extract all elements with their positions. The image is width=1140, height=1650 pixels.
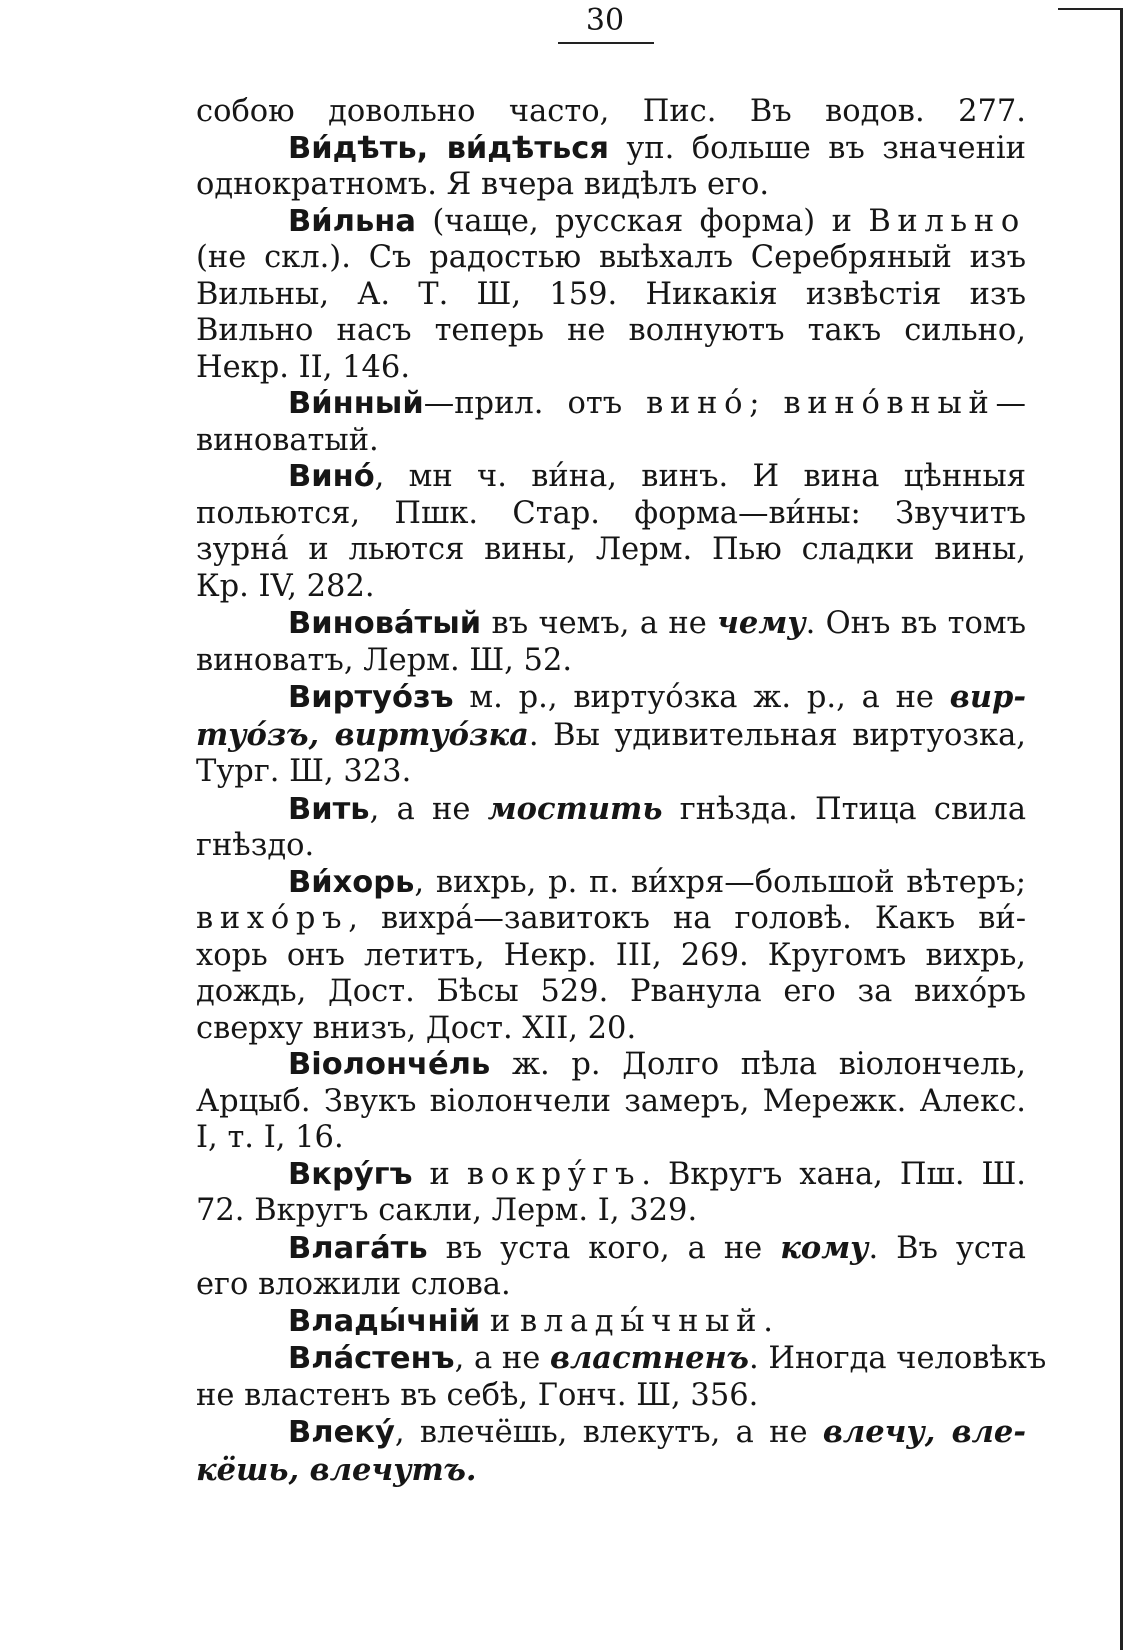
text-run: м. р., виртуо́зка ж. р., а не [453,680,950,715]
text-line [196,350,1026,387]
text-run: хорь онъ летитъ, Некр. III, 269. Кругомъ вихрь, [196,937,1026,973]
text-line [196,1340,1047,1378]
text-line [196,1304,1026,1341]
text-run: , вихра́—завитокъ на головѣ. Какъ ви́- [348,901,1026,936]
spaced-term: вихо́ръ [196,901,349,936]
spaced-term: вино́ [646,386,750,421]
text-line [196,386,1026,423]
text-line [196,828,1026,865]
text-run: I, т. I, 16. [196,1120,344,1155]
text-line [196,1193,1026,1230]
text-run: Тург. Ш, 323. [196,754,412,789]
headword: Вино́ [288,459,375,494]
text-line [196,131,1026,168]
headword: Ви́дѣть, ви́дѣться [288,130,609,166]
italic-term: влечу, вле- [822,1414,1026,1450]
text-line [196,1120,1026,1157]
text-line [196,938,1026,975]
text-run: сверху внизъ, Дост. XII, 20. [196,1010,637,1046]
italic-term: кому [780,1229,869,1266]
text-run: Вильно насъ теперь не волнуютъ такъ сильно, [196,313,1026,348]
text-line [196,1267,1026,1304]
text-run: (не скл.). Съ радостью выѣхалъ Серебряный изъ [196,240,1026,275]
headword: Вiолонче́ль [288,1047,491,1082]
text-line [196,569,1026,606]
text-line [196,167,1026,204]
text-line [196,791,1026,829]
headword: Вить [288,791,370,827]
text-line [196,1230,1026,1268]
text-run: уп. больше въ значенiи [608,130,1026,166]
text-line [196,1011,1026,1048]
headword: Ви́нный [288,386,424,421]
text-line [196,679,1026,717]
text-run: , влечёшь, влекутъ, а не [394,1415,823,1450]
text-line [196,204,1026,241]
page-number-rule [558,42,654,44]
text-run: . [763,1303,773,1339]
text-line [196,717,1026,755]
headword: Ви́хорь [288,864,415,900]
text-run: дождь, Дост. Бѣсы 529. Рванула его за вихо́ръ [196,974,1026,1009]
text-run: . Въ уста [868,1230,1026,1266]
headword: Влады́чнiй [288,1303,481,1339]
text-line [196,1084,1026,1121]
spaced-term: Вильно [868,203,1026,239]
italic-term: кёшь, влечутъ. [196,1451,477,1488]
text-run: . Вкругъ хана, Пш. Ш. [641,1156,1026,1192]
text-run: однократномъ. Я вчера видѣлъ его. [196,167,770,202]
text-run: въ уста кого, а не [427,1230,781,1266]
italic-term: мостить [487,790,663,827]
text-line [196,901,1026,938]
page-number: 30 [585,3,625,38]
text-line [196,1452,1026,1490]
text-line [196,313,1026,350]
page-corner-rule [1058,8,1122,10]
text-run: (чаще, русская форма) и [415,203,869,239]
text-run: виноватый. [196,422,379,458]
italic-term: туо́зъ, виртуо́зка [196,716,529,753]
spaced-term: вокру́гъ [466,1156,642,1192]
text-run: ; [749,386,784,421]
text-run: Арцыб. Звукъ вiолончели замеръ, Мережк. Алекс. [196,1083,1026,1119]
italic-term: вир- [949,679,1026,715]
page-edge-rule [1120,8,1123,1650]
text-line [196,1414,1026,1452]
text-line [196,754,1026,791]
spaced-term: вино́вный [783,386,996,421]
text-line [196,459,1026,496]
text-run: . Онъ въ томъ [805,606,1026,641]
text-run: Вильны, А. Т. Ш, 159. Никакiя извѣстiя изъ [196,276,1026,312]
text-run: его вложили слова. [196,1267,511,1302]
text-line [196,1047,1026,1084]
text-run: виноватъ, Лерм. Ш, 52. [196,642,573,678]
headword: Ви́льна [288,203,416,239]
text-run: и [412,1156,467,1192]
text-line [196,865,1026,902]
text-run: въ чемъ, а не [481,606,718,641]
text-run: зурна́ и льются вины, Лерм. Пью сладки вины, [196,532,1026,567]
italic-term: чему [717,605,806,641]
text-run: , мн ч. ви́на, винъ. И вина цѣнныя [374,459,1026,494]
text-run: Некр. II, 146. [196,349,411,385]
text-line [196,423,1026,460]
text-line [196,1157,1026,1194]
text-line [196,643,1026,680]
text-run: гнѣздо. [196,828,315,863]
text-line [196,277,1026,314]
text-line [196,532,1026,569]
text-run: собою довольно часто, Пис. Въ водов. 277. [196,94,1026,129]
text-run: гнѣзда. Птица свила [662,791,1026,827]
text-run: Кр. IV, 282. [196,568,375,604]
text-line [196,94,1026,131]
text-run: ж. р. Долго пѣла вiолончель, [490,1047,1026,1082]
text-line [196,240,1026,277]
text-run: , вихрь, р. п. ви́хря—большой вѣтеръ; [414,864,1026,900]
text-line [196,974,1026,1011]
headword: Влеку́ [288,1415,395,1450]
italic-term: властненъ [549,1340,749,1376]
text-run: — [995,386,1026,421]
text-run: , а не [369,791,488,827]
headword: Винова́тый [288,606,482,641]
headword: Вкру́гъ [288,1156,413,1192]
text-run: . Иногда человѣкъ [748,1341,1047,1376]
text-run: , а не [454,1341,550,1376]
text-line [196,1378,1026,1415]
text-line [196,605,1026,643]
dictionary-text [196,94,1047,1489]
text-run: 72. Вкругъ сакли, Лерм. I, 329. [196,1193,698,1228]
text-run: —прил. отъ [423,386,647,421]
headword: Вла́стенъ [288,1341,455,1376]
text-run: . Вы удивительная виртуозка, [528,717,1026,753]
headword: Влага́ть [288,1230,428,1266]
text-run: польются, Пшк. Стар. форма—ви́ны: Звучитъ [196,495,1026,531]
text-run: и [480,1303,520,1339]
spaced-term: влады́чный [519,1303,764,1339]
headword: Виртуо́зъ [288,680,454,715]
text-run: не властенъ въ себѣ, Гонч. Ш, 356. [196,1377,759,1413]
text-line [196,496,1026,533]
